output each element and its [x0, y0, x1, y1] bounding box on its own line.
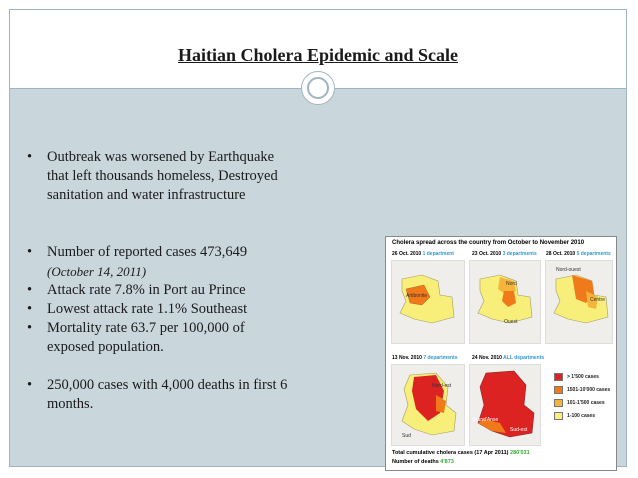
- panel-header: 23 Oct. 2010 3 departments: [472, 251, 537, 257]
- region-label: Artibonite: [406, 293, 428, 299]
- bullet-item: [22, 300, 372, 319]
- region-label: Nord-est: [432, 383, 452, 389]
- legend-label: 1-100 cases: [567, 413, 596, 419]
- bullet-dot-icon: •: [27, 149, 33, 165]
- map-figure-title: Cholera spread across the country from October to November 2010: [392, 240, 585, 246]
- map-panel-4: [391, 364, 465, 446]
- region-label: Sud-est: [510, 427, 528, 433]
- bullet-dot-icon: •: [27, 244, 33, 260]
- bullet-dot-icon: •: [27, 377, 33, 393]
- legend-swatch: [554, 412, 563, 420]
- panel-header: 28 Oct. 2010 5 departments: [546, 251, 611, 257]
- bullet-line: that left thousands homeless, Destroyed: [47, 168, 278, 184]
- legend-item: [554, 373, 614, 382]
- bullet-item: [22, 148, 372, 205]
- region-label: Sud: [402, 433, 411, 439]
- region-label: Grand'Anse: [472, 417, 499, 423]
- bullet-item: [22, 319, 372, 357]
- bullet-line: Lowest attack rate 1.1% Southeast: [47, 301, 248, 317]
- legend-label: 101-1'500 cases: [567, 400, 605, 406]
- bullet-dot-icon: •: [27, 301, 33, 317]
- bullet-line: Number of reported cases 473,649: [47, 244, 248, 260]
- region-label: Ouest: [504, 319, 518, 325]
- bullet-item: [22, 281, 372, 300]
- bullet-line: Outbreak was worsened by Earthquake: [47, 149, 275, 165]
- legend-swatch: [554, 399, 563, 407]
- legend-label: > 1'500 cases: [567, 374, 599, 380]
- bullet-dot-icon: •: [27, 320, 33, 336]
- bullet-list: [22, 148, 372, 414]
- panel-header: 13 Nov. 2010 7 departments: [392, 355, 458, 361]
- panel-header: 26 Oct. 2010 1 department: [392, 251, 454, 257]
- bullet-line: months.: [47, 396, 94, 412]
- cumulative-cases-caption: Total cumulative cholera cases (17 Apr 2011) 280'031: [392, 450, 530, 456]
- cholera-map-figure: [385, 236, 617, 471]
- legend-label: 1501-10'000 cases: [567, 387, 611, 393]
- legend-swatch: [554, 373, 563, 381]
- bullet-dot-icon: •: [27, 282, 33, 298]
- region-label: Nord-ouest: [556, 267, 581, 273]
- bullet-subline: [47, 262, 372, 281]
- bullet-line: sanitation and water infrastructure: [47, 187, 246, 203]
- panel-header: 24 Nov. 2010 ALL departments: [472, 355, 545, 361]
- map-legend: [554, 373, 614, 425]
- map-panel-2: [469, 260, 541, 344]
- legend-swatch: [554, 386, 563, 394]
- bullet-line: Mortality rate 63.7 per 100,000 of: [47, 320, 245, 336]
- bullet-line: 250,000 cases with 4,000 deaths in first 6: [47, 377, 288, 393]
- region-label: Centre: [590, 297, 606, 303]
- slide-title: Haitian Cholera Epidemic and Scale: [177, 45, 458, 65]
- map-panel-3: [545, 260, 613, 344]
- map-panel-1: [391, 260, 465, 344]
- bullet-line: exposed population.: [47, 339, 164, 355]
- legend-item: [554, 399, 614, 408]
- legend-item: [554, 386, 614, 395]
- bullet-line: Attack rate 7.8% in Port au Prince: [47, 282, 246, 298]
- legend-item: [554, 412, 614, 421]
- map-panel-5: [469, 364, 541, 446]
- bullet-item: [22, 376, 372, 414]
- bullet-item: [22, 243, 372, 281]
- deaths-caption: Number of deaths 4'873: [392, 459, 454, 465]
- bullet-date: (October 14, 2011): [47, 264, 147, 279]
- region-label: Nord: [506, 281, 517, 287]
